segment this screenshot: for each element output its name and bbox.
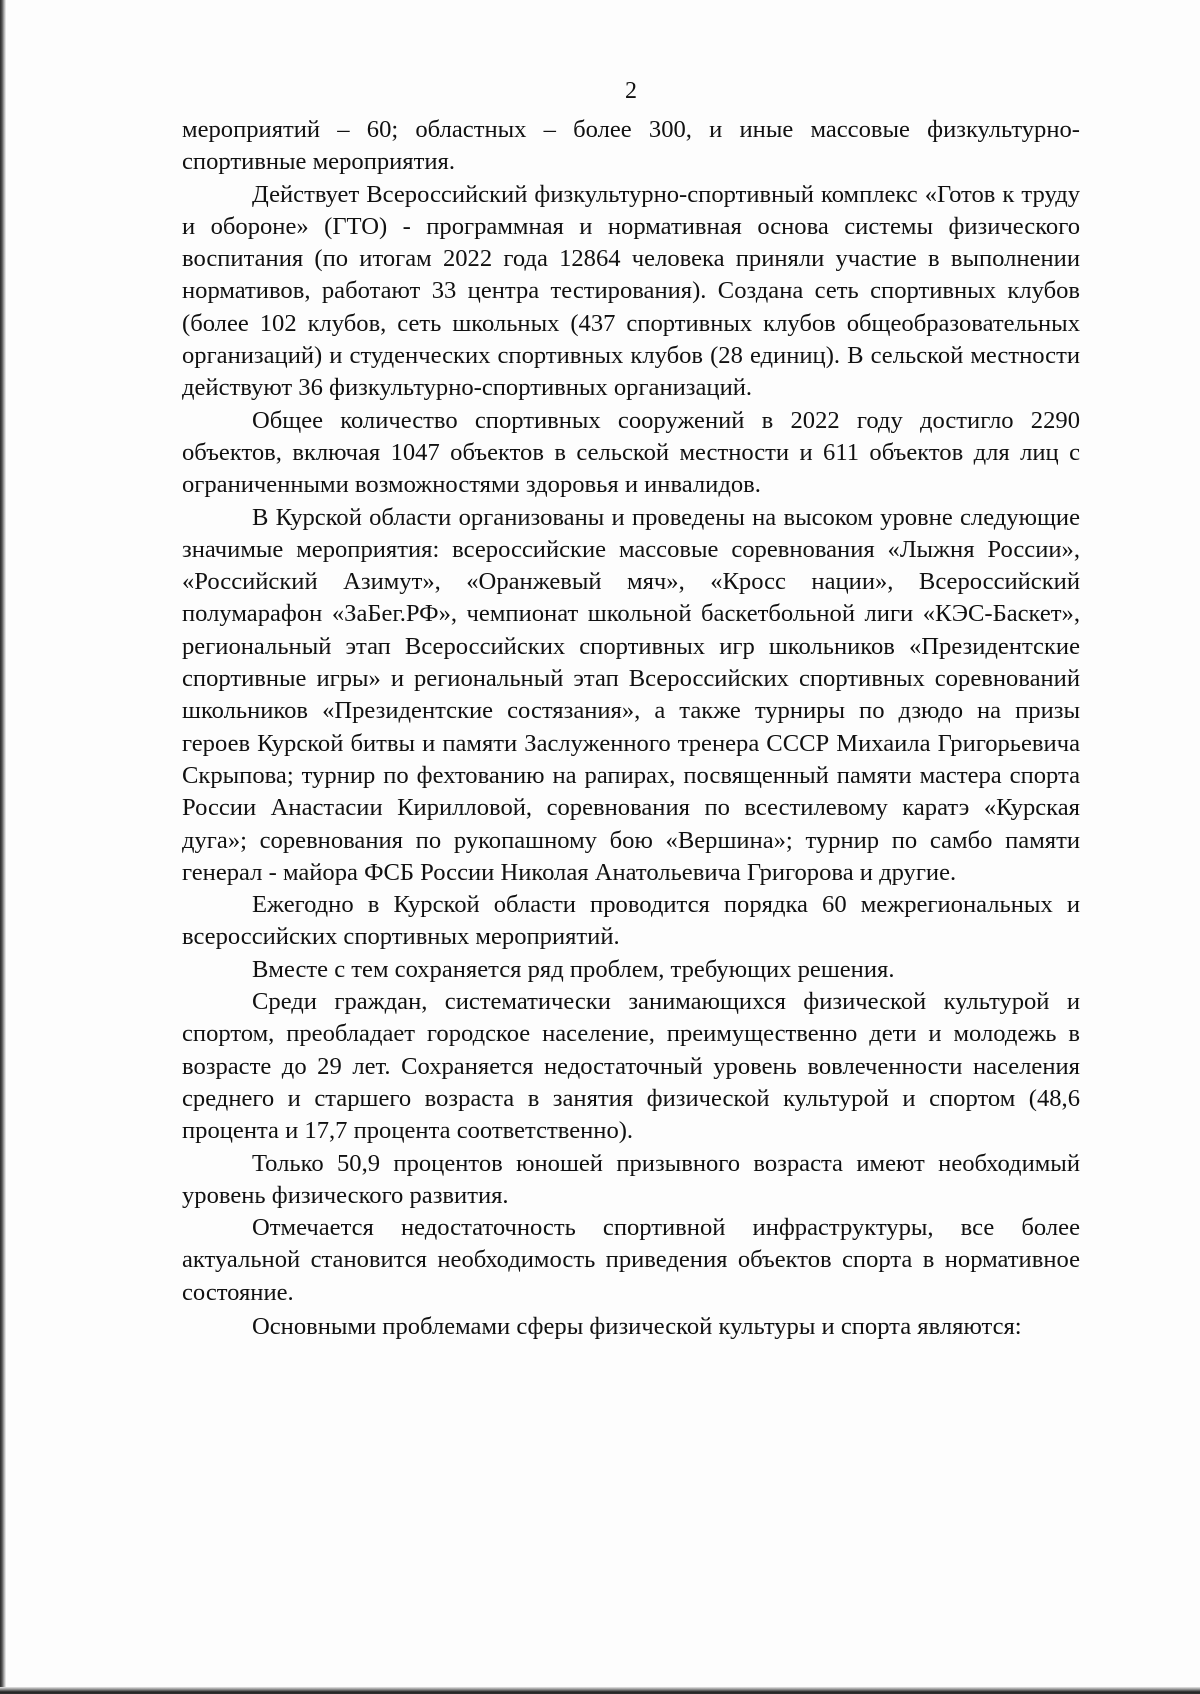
scan-edge-left [0,0,6,1694]
scan-edge-bottom [0,1687,1200,1694]
page-number: 2 [625,78,637,104]
paragraph-6: Вместе с тем сохраняется ряд проблем, требующих решения. [252,955,895,983]
paragraph-3: Общее количество спортивных сооружений в 2022 году достигло 2290 объектов, включая 1047 объектов в сельской местности и 611 объектов для лиц с ограниченными возможностями здоровья и инвалидов. [182,406,1080,499]
paragraph-10: Основными проблемами сферы физической культуры и спорта являются: [252,1312,1022,1340]
paragraph-4: В Курской области организованы и проведены на высоком уровне следующие значимые мероприятия: всероссийские массовые соревнования «Лыжня России», «Российский Азимут», «Оранжевый мяч», «Кросс нации», Всероссийский полумарафон «ЗаБег.РФ», чемпионат школьной баскетбольной лиги «КЭС-Баскет», региональный этап Всероссийских спортивных игр школьников «Президентские спортивные игры» и региональный этап Всероссийских спортивных соревнований школьников «Президентские состязания», а также турниры по дзюдо на призы героев Курской битвы и памяти Заслуженного тренера СССР Михаила Григорьевича Скрыпова; турнир по фехтованию на рапирах, посвященный памяти мастера спорта России Анастасии Кирилловой, соревнования по всестилевому каратэ «Курская дуга»; соревнования по рукопашному бою «Вершина»; турнир по самбо памяти генерал - майора ФСБ России Николая Анатольевича Григорова и другие. [182,503,1080,886]
paragraph-2: Действует Всероссийский физкультурно-спортивный комплекс «Готов к труду и обороне» (ГТО) - программная и нормативная основа системы физического воспитания (по итогам 2022 года 12864 человека приняли участие в выполнении нормативов, работают 33 центра тестирования). Создана сеть спортивных клубов (более 102 клубов, сеть школьных (437 спортивных клубов общеобразовательных организаций) и студенческих спортивных клубов (28 единиц). В сельской местности действуют 36 физкультурно-спортивных организаций. [182,180,1080,402]
paragraph-8: Только 50,9 процентов юношей призывного возраста имеют необходимый уровень физического развития. [182,1149,1080,1209]
document-body [182,114,1080,1343]
paragraph-5: Ежегодно в Курской области проводится порядка 60 межрегиональных и всероссийских спортивных мероприятий. [182,891,1080,951]
paragraph-9: Отмечается недостаточность спортивной инфраструктуры, все более актуальной становится необходимость приведения объектов спорта в нормативное состояние. [182,1214,1080,1306]
paragraph-7: Среди граждан, систематически занимающихся физической культурой и спортом, преобладает городское население, преимущественно дети и молодежь в возрасте до 29 лет. Сохраняется недостаточный уровень вовлеченности населения среднего и старшего возраста в занятия физической культурой и спортом (48,6 процента и 17,7 процента соответственно). [182,988,1080,1145]
paragraph-1: мероприятий – 60; областных – более 300, и иные массовые физкультурно-спортивные мероприятия. [182,116,1080,176]
